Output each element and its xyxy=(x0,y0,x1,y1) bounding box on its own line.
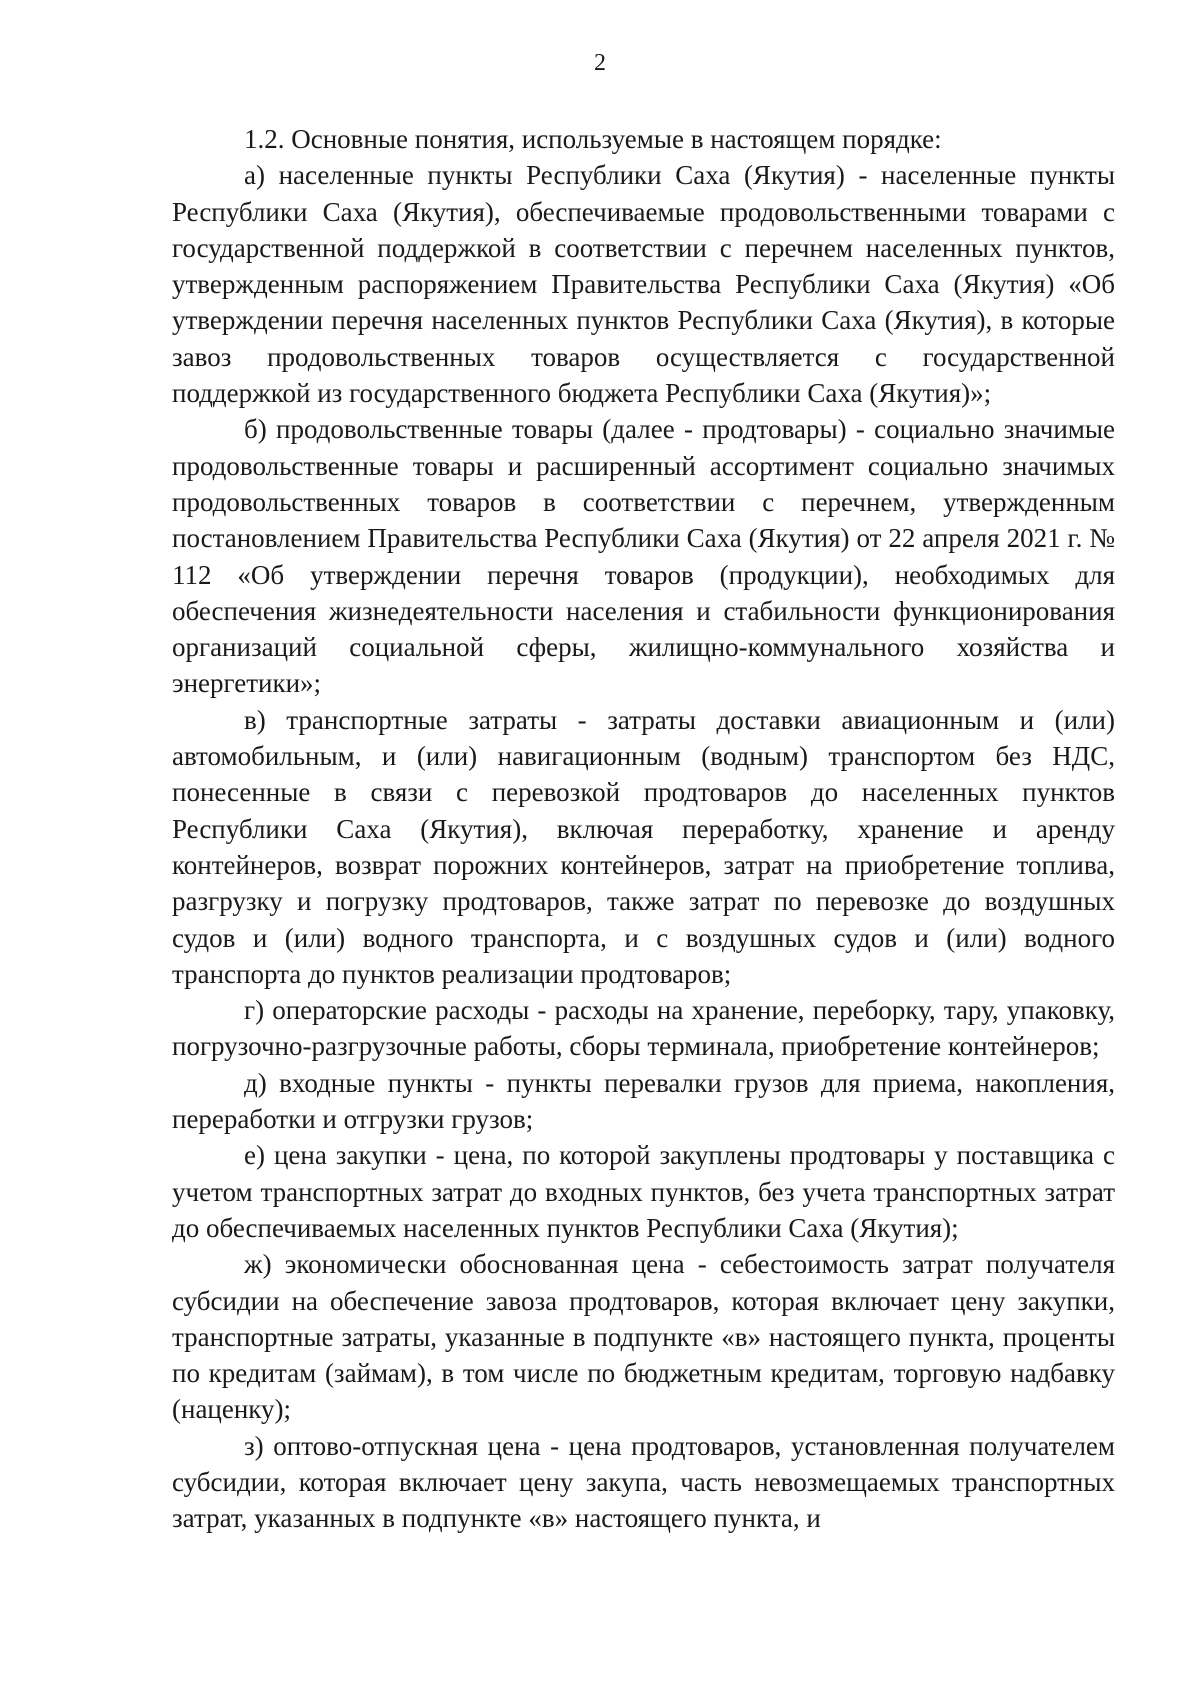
paragraph-b-food-products: б) продовольственные товары (далее - продтовары) - социально значимые продовольственные товары и расширенный ассортимент социально значимых продовольственных товаров в соответствии с перечнем, утвержденным постановлением Правительства Республики Саха (Якутия) от 22 апреля 2021 г. № 112 «Об утверждении перечня товаров (продукции), необходимых для обеспечения жизнедеятельности населения и стабильности функционирования организаций социальной сферы, жилищно-коммунального хозяйства и энергетики»; xyxy=(172,414,1115,699)
paragraph-g-operator-expenses: г) операторские расходы - расходы на хранение, переборку, тару, упаковку, погрузочно-разгрузочные работы, сборы терминала, приобретение контейнеров; xyxy=(172,995,1115,1062)
paragraph-z-wholesale-price: з) оптово-отпускная цена - цена продтоваров, установленная получателем субсидии, которая включает цену закупа, часть невозмещаемых транспортных затрат, указанных в подпункте «в» настоящего пункта, и xyxy=(172,1430,1115,1534)
paragraph-v-transport-costs: в) транспортные затраты - затраты доставки авиационным и (или) автомобильным, и (или) навигационным (водным) транспортом без НДС, понесенные в связи с перевозкой продтоваров до населенных пунктов Республики Саха (Якутия), включая переработку, хранение и аренду контейнеров, возврат порожних контейнеров, затрат на приобретение топлива, разгрузку и погрузку продтоваров, также затрат по перевозке до воздушных судов и (или) водного транспорта, и с воздушных судов и (или) водного транспорта до пунктов реализации продтоваров; xyxy=(172,704,1115,989)
paragraph-1-2-heading: 1.2. Основные понятия, используемые в настоящем порядке: xyxy=(244,124,942,154)
paragraph-d-entry-points: д) входные пункты - пункты перевалки грузов для приема, накопления, переработки и отгрузки грузов; xyxy=(172,1067,1115,1135)
paragraph-a-settlements: а) населенные пункты Республики Саха (Якутия) - населенные пункты Республики Саха (Якутия), обеспечиваемые продовольственными товарами с государственной поддержкой в соответствии с перечнем населенных пунктов, утвержденным распоряжением Правительства Республики Саха (Якутия) «Об утверждении перечня населенных пунктов Республики Саха (Якутия), в которые завоз продовольственных товаров осуществляется с государственной поддержкой из государственного бюджета Республики Саха (Якутия)»; xyxy=(172,160,1115,409)
paragraph-e-purchase-price: е) цена закупки - цена, по которой закуплены продтовары у поставщика с учетом транспортных затрат до входных пунктов, без учета транспортных затрат до обеспечиваемых населенных пунктов Республики Саха (Якутия); xyxy=(172,1140,1115,1243)
paragraph-zh-economic-price: ж) экономически обоснованная цена - себестоимость затрат получателя субсидии на обеспечение завоза продтоваров, которая включает цену закупки, транспортные затраты, указанные в подпункте «в» настоящего пункта, проценты по кредитам (займам), в том числе по бюджетным кредитам, торговую надбавку (наценку); xyxy=(172,1249,1115,1425)
document-body xyxy=(172,121,1115,1537)
page-number: 2 xyxy=(594,50,606,76)
